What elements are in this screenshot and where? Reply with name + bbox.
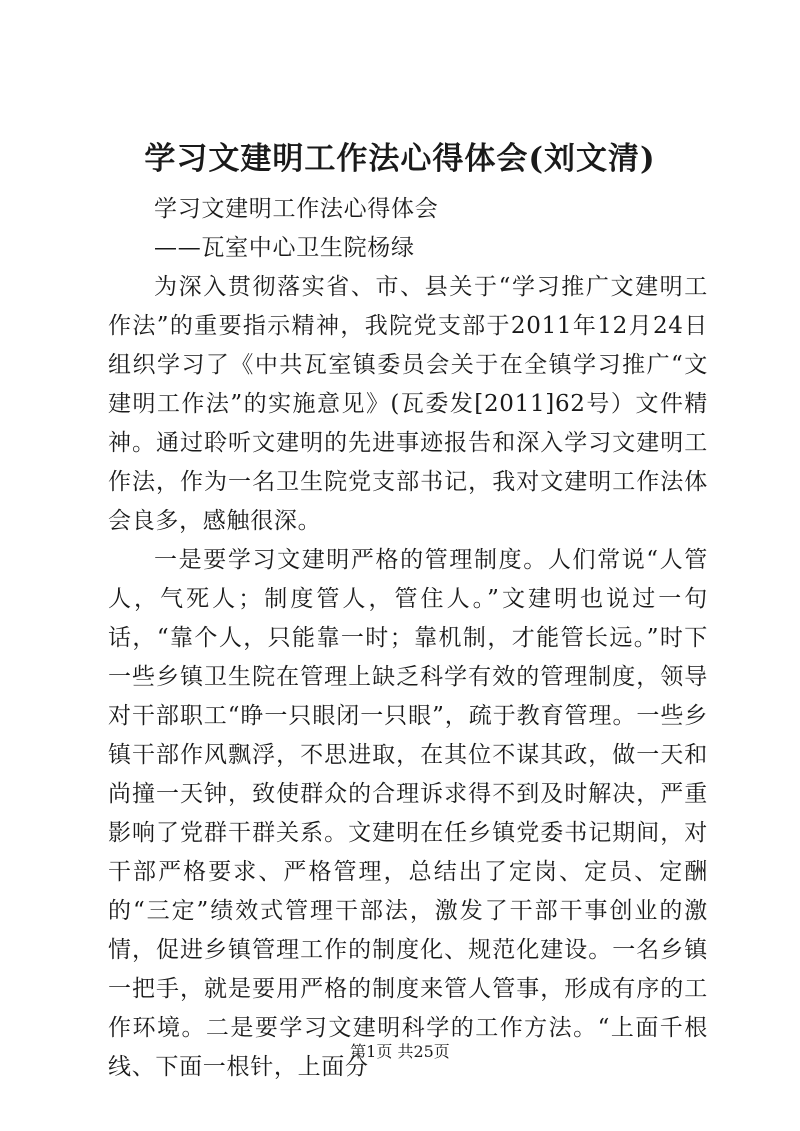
paragraph-main: 一是要学习文建明严格的管理制度。人们常说“人管人，气死人；制度管人，管住人。”文建明也说过一句话，“靠个人，只能靠一时；靠机制，才能管长远。”时下一些乡镇卫生院在管理上缺乏科学有效的管理制度，领导对干部职工“睁一只眼闭一只眼”，疏于教育管理。一些乡镇干部作风飘浮，不思进取，在其位不谋其政，做一天和尚撞一天钟，致使群众的合理诉求得不到及时解决，严重影响了党群干群关系。文建明在任乡镇党委书记期间，对干部严格要求、严格管理，总结出了定岗、定员、定酬的“三定”绩效式管理干部法，激发了干部干事创业的激情，促进乡镇管理工作的制度化、规范化建设。一名乡镇一把手，就是要用严格的制度来管人管事，形成有序的工作环境。二是要学习文建明科学的工作方法。“上面千根线、下面一根针，上面分	[108, 547, 708, 1080]
document-title: 学习文建明工作法心得体会(刘文清)	[144, 141, 656, 177]
paragraph-intro: 为深入贯彻落实省、市、县关于“学习推广文建明工作法”的重要指示精神，我院党支部于2011年12月24日组织学习了《中共瓦室镇委员会关于在全镇学习推广“文建明工作法”的实施意见》(瓦委发[2011]62号）文件精神。通过聆听文建明的先进事迹报告和深入学习文建明工作法，作为一名卫生院党支部书记，我对文建明工作法体会良多，感触很深。	[108, 274, 708, 534]
document-body	[108, 190, 708, 1087]
subtitle-line: 学习文建明工作法心得体会	[154, 196, 439, 222]
page-footer: 第1页 共25页	[350, 1042, 450, 1061]
author-line: ——瓦室中心卫生院杨绿	[154, 235, 415, 261]
